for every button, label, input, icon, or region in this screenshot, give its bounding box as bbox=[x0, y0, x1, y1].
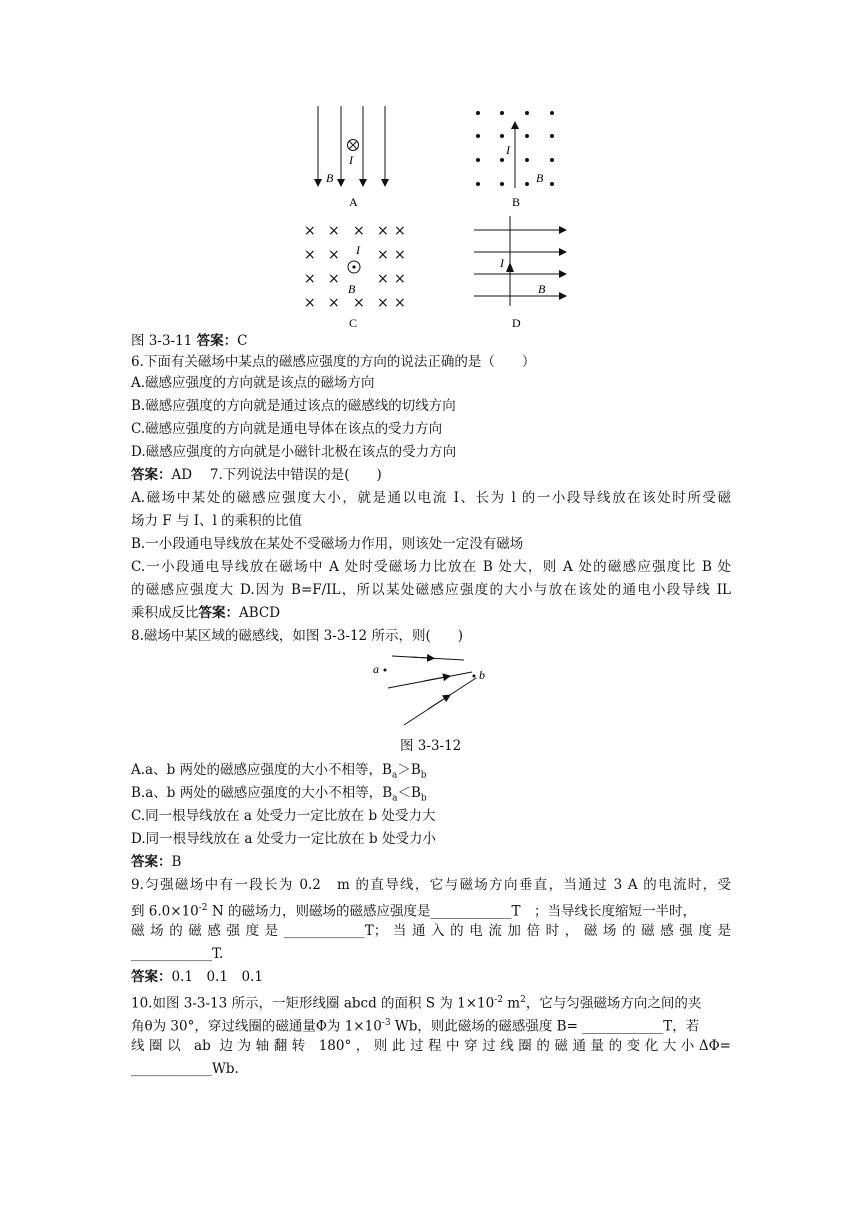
svg-text:×: × bbox=[304, 223, 316, 239]
fig-3-3-11-caption: 图 3-3-11 答案：C bbox=[131, 333, 248, 349]
svg-text:B: B bbox=[538, 282, 546, 296]
figure-3-3-11 bbox=[290, 100, 570, 336]
q7-option-c-line3: 乘积成反比答案：ABCD bbox=[131, 605, 281, 621]
q6-answer-q7-stem: 答案：AD 7.下列说法中错误的是( ) bbox=[131, 467, 382, 483]
svg-text:×: × bbox=[394, 247, 406, 263]
svg-text:I: I bbox=[506, 143, 510, 157]
q10-line4: ____________Wb. bbox=[131, 1061, 239, 1077]
q8-option-c: C.同一根导线放在 a 处受力一定比放在 b 处受力大 bbox=[131, 808, 436, 824]
q6-stem: 6.下面有关磁场中某点的磁感应强度的方向的说法正确的是（ ） bbox=[131, 354, 536, 370]
q7-option-c-line1: C.一小段通电导线放在磁场中 A 处时受磁场力比放在 B 处大，则 A 处的磁感应强度比 B 处 bbox=[131, 559, 731, 575]
q8-stem: 8.磁场中某区域的磁感线，如图 3-3-12 所示，则( ) bbox=[131, 628, 463, 644]
svg-text:×: × bbox=[377, 247, 389, 263]
label-b: B bbox=[512, 195, 521, 209]
label-c: C bbox=[349, 316, 358, 330]
diagram-d bbox=[474, 216, 566, 330]
q6-option-a: A.磁感应强度的方向就是该点的磁场方向 bbox=[131, 375, 375, 391]
svg-text:I: I bbox=[500, 256, 504, 270]
q7-option-b: B.一小段通电导线放在某处不受磁场力作用，则该处一定没有磁场 bbox=[131, 536, 524, 552]
q9-line3: 磁场的磁感强度是____________T；当通入的电流加倍时，磁场的磁感强度是 bbox=[131, 923, 731, 939]
q10-line1: 10.如图 3-3-13 所示，一矩形线圈 abcd 的面积 S 为 $1\times 10^{-2}$ $m^2$，它与匀强磁场方向之间的夹 bbox=[131, 995, 702, 1012]
field-label: B bbox=[326, 171, 334, 185]
figure-3-3-12 bbox=[368, 652, 498, 732]
label-a: A bbox=[349, 195, 358, 209]
q7-option-a-line2: 场力 F 与 I、l 的乘积的比值 bbox=[131, 513, 303, 529]
svg-text:×: × bbox=[304, 271, 316, 287]
svg-text:I: I bbox=[356, 243, 360, 257]
svg-text:×: × bbox=[328, 223, 340, 239]
q6-option-b: B.磁感应强度的方向就是通过该点的磁感线的切线方向 bbox=[131, 398, 456, 414]
q8-option-d: D.同一根导线放在 a 处受力一定比放在 b 处受力小 bbox=[131, 831, 436, 847]
q7-option-c-line2: 的磁感应强度大 D.因为 B=F/IL，所以某处磁感应强度的大小与放在该处的通电小段导线 IL bbox=[131, 582, 731, 598]
svg-text:×: × bbox=[304, 295, 316, 311]
svg-text:×: × bbox=[353, 295, 365, 311]
q9-answer: 答案：0.1 0.1 0.1 bbox=[131, 969, 263, 985]
q7-option-a-line1: A.磁场中某处的磁感应强度大小，就是通以电流 I、长为 l 的一小段导线放在该处时所受磁 bbox=[131, 490, 731, 506]
svg-text:×: × bbox=[377, 295, 389, 311]
q9-line4: ____________T. bbox=[131, 946, 224, 962]
point-a-label: a bbox=[373, 662, 379, 676]
q9-line1: 9.匀强磁场中有一段长为 0.2 m 的直导线，它与磁场方向垂直，当通过 3 A 的电流时，受 bbox=[131, 877, 731, 893]
q8-option-b: B.a、b 两处的磁感应强度的大小不相等，$B_a<B_b$ bbox=[131, 785, 427, 804]
svg-text:×: × bbox=[377, 223, 389, 239]
q9-line2: 到 $6.0\times 10^{-2}$ N 的磁场力，则磁场的磁感应强度是____________T ；当导线长度缩短一半时， bbox=[131, 903, 696, 920]
svg-text:×: × bbox=[394, 271, 406, 287]
point-b-label: b bbox=[479, 668, 485, 682]
q10-line2: 角θ为 30°，穿过线圈的磁通量Φ为 $1\times 10^{-3}$ Wb，则此磁场的磁感强度 B= ____________T，若 bbox=[131, 1018, 700, 1035]
svg-text:×: × bbox=[394, 295, 406, 311]
svg-text:×: × bbox=[394, 223, 406, 239]
q8-answer: 答案：B bbox=[131, 854, 182, 870]
label-d: D bbox=[512, 316, 521, 330]
q10-line3: 线圈以 ab 边为轴翻转 180°，则此过程中穿过线圈的磁通量的变化大小ΔΦ= bbox=[131, 1038, 731, 1054]
diagram-b bbox=[476, 111, 554, 209]
fig-3-3-12-caption: 图 3-3-12 bbox=[400, 738, 462, 754]
svg-text:B: B bbox=[536, 171, 544, 185]
svg-text:×: × bbox=[328, 247, 340, 263]
svg-text:B: B bbox=[348, 282, 356, 296]
svg-text:×: × bbox=[353, 223, 365, 239]
svg-text:×: × bbox=[377, 271, 389, 287]
q8-option-a: A.a、b 两处的磁感应强度的大小不相等，$B_a>B_b$ bbox=[131, 762, 427, 781]
svg-text:×: × bbox=[304, 247, 316, 263]
q6-option-c: C.磁感应强度的方向就是通电导体在该点的受力方向 bbox=[131, 421, 443, 437]
diagram-a bbox=[318, 106, 385, 209]
current-label: I bbox=[349, 153, 353, 167]
q6-option-d: D.磁感应强度的方向就是小磁针北极在该点的受力方向 bbox=[131, 444, 457, 460]
svg-text:×: × bbox=[328, 295, 340, 311]
svg-text:×: × bbox=[328, 271, 340, 287]
